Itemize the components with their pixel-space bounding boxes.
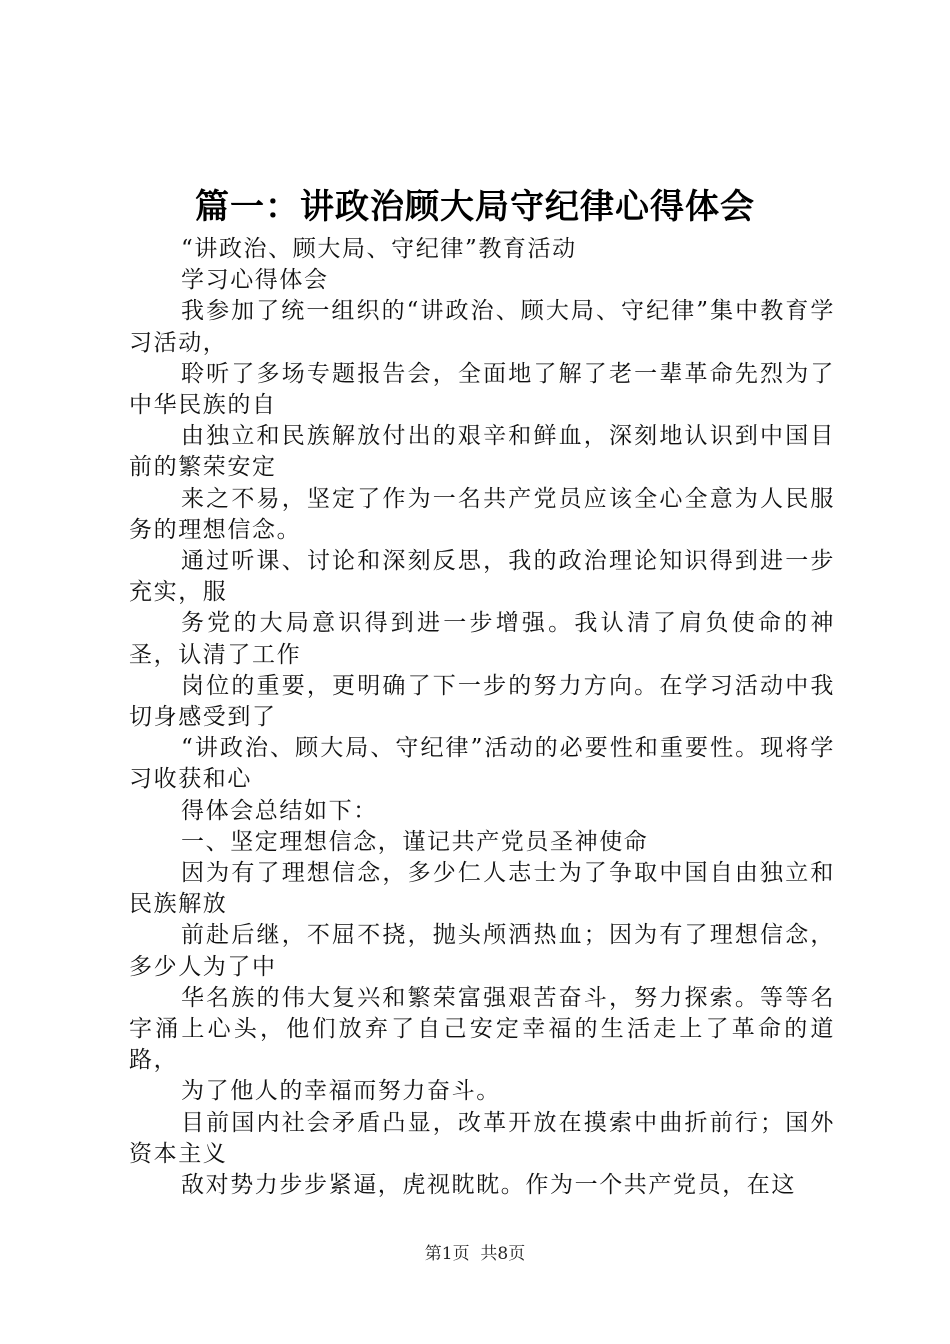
- document-body: [129, 234, 835, 1201]
- paragraph: 目前国内社会矛盾凸显，改革开放在摸索中曲折前行；国外资本主义: [129, 1109, 835, 1167]
- footer-spacer: [470, 1244, 481, 1264]
- paragraph: 敌对势力步步紧逼，虎视眈眈。作为一个共产党员，在这: [181, 1172, 796, 1199]
- paragraph: 华名族的伟大复兴和繁荣富强艰苦奋斗，努力探索。等等名字涌上心头，他们放弃了自己安定幸福的生活走上了革命的道路，: [129, 984, 835, 1074]
- paragraph: 岗位的重要，更明确了下一步的努力方向。在学习活动中我切身感受到了: [129, 672, 835, 731]
- paragraph: 得体会总结如下：: [181, 797, 378, 824]
- section-heading: 一、坚定理想信念，谨记共产党员圣神使命: [181, 828, 649, 855]
- paragraph: 学习心得体会: [181, 267, 329, 294]
- paragraph: 由独立和民族解放付出的艰辛和鲜血，深刻地认识到中国目前的繁荣安定: [129, 423, 835, 481]
- paragraph: 我参加了统一组织的“讲政治、顾大局、守纪律”集中教育学习活动，: [129, 298, 835, 356]
- paragraph: 聆听了多场专题报告会，全面地了解了老一辈革命先烈为了中华民族的自: [129, 360, 835, 419]
- paragraph: 因为有了理想信念，多少仁人志士为了争取中国自由独立和民族解放: [129, 860, 835, 918]
- page-footer: [0, 1242, 950, 1266]
- paragraph: “讲政治、顾大局、守纪律”教育活动: [181, 236, 577, 262]
- paragraph: 来之不易，坚定了作为一名共产党员应该全心全意为人民服务的理想信念。: [129, 485, 835, 543]
- paragraph: 务党的大局意识得到进一步增强。我认清了肩负使命的神圣，认清了工作: [129, 610, 835, 668]
- page-total: 共8页: [480, 1244, 526, 1264]
- page-number: 第1页: [424, 1244, 470, 1264]
- paragraph: 前赴后继，不屈不挠，抛头颅洒热血；因为有了理想信念，多少人为了中: [129, 922, 835, 980]
- paragraph: 通过听课、讨论和深刻反思，我的政治理论知识得到进一步充实，服: [129, 548, 835, 606]
- paragraph: 为了他人的幸福而努力奋斗。: [181, 1078, 501, 1105]
- document-title: 篇一：讲政治顾大局守纪律心得体会: [195, 187, 755, 227]
- paragraph: “讲政治、顾大局、守纪律”活动的必要性和重要性。现将学习收获和心: [129, 735, 835, 793]
